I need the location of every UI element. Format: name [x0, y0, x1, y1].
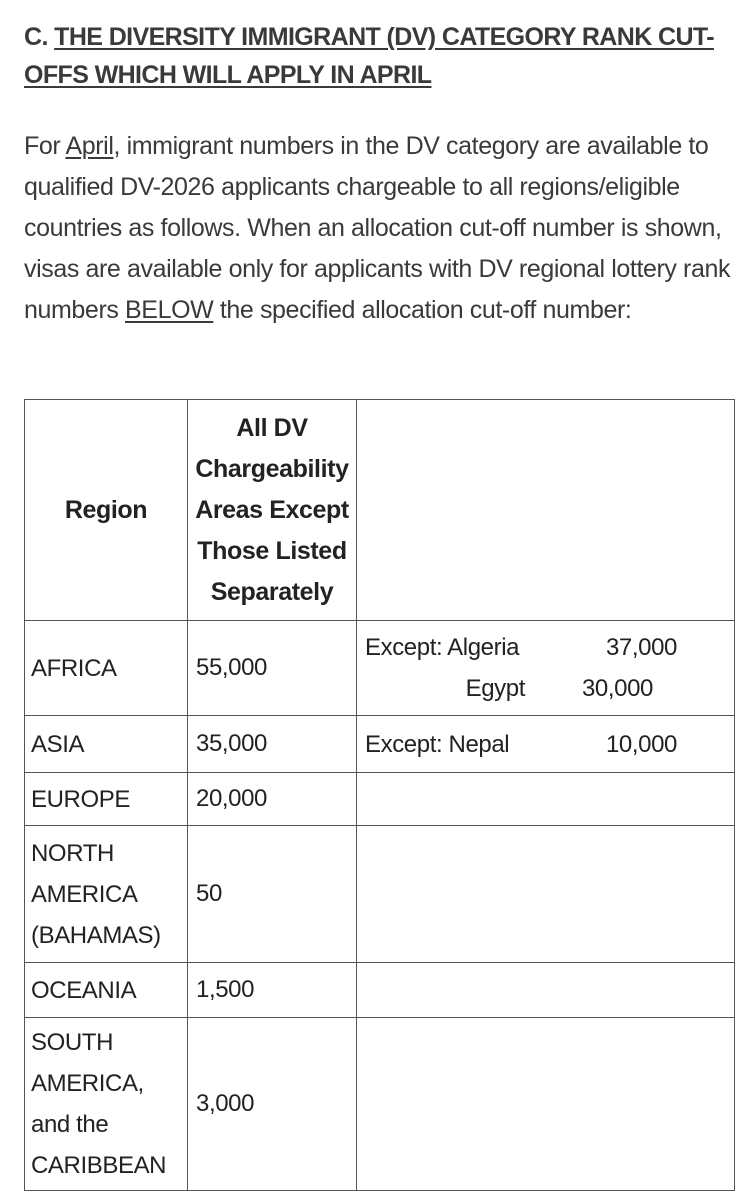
cutoff-cell: 50 — [188, 826, 357, 963]
table-row — [25, 826, 735, 963]
region-cell: OCEANIA — [25, 963, 188, 1018]
region-cell: SOUTH AMERICA, and the CARIBBEAN — [25, 1018, 188, 1191]
cutoff-cell: 1,500 — [188, 963, 357, 1018]
cutoff-cell: 55,000 — [188, 621, 357, 716]
section-title: THE DIVERSITY IMMIGRANT (DV) CATEGORY RANK CUT-OFFS WHICH WILL APPLY IN APRIL — [24, 23, 714, 89]
intro-month: April — [65, 132, 114, 160]
exception-label: Except: Algeria — [365, 634, 520, 661]
table-row — [25, 1018, 735, 1191]
intro-text-1: For — [24, 132, 66, 160]
region-cell: NORTH AMERICA (BAHAMAS) — [25, 826, 188, 963]
intro-emphasis: BELOW — [125, 296, 214, 324]
exception-line — [365, 724, 733, 765]
exception-value: 10,000 — [605, 730, 677, 758]
table-row — [25, 716, 735, 773]
table-row — [25, 621, 735, 716]
cutoff-cell: 20,000 — [188, 773, 357, 826]
exceptions-cell — [357, 621, 735, 716]
header-all-dv: All DV Chargeability Areas Except Those Listed Separately — [188, 400, 357, 621]
exception-line — [365, 668, 733, 709]
header-region: Region — [25, 400, 188, 621]
cutoff-cell: 35,000 — [188, 716, 357, 773]
section-prefix: C. — [24, 23, 55, 51]
dv-cutoff-table — [24, 399, 735, 1191]
exception-label: Except: Nepal — [365, 730, 510, 758]
region-cell: AFRICA — [25, 621, 188, 716]
intro-text-2: , immigrant numbers in the DV category are available to qualified DV-2026 applicants chargeable to all regions/eligible countries as follows. When an allocation cut-off number is shown, visas are available only for applicants with DV regional lottery rank numbers — [24, 132, 731, 324]
region-cell: EUROPE — [25, 773, 188, 826]
exception-value: 37,000 — [605, 634, 677, 661]
exception-line — [365, 627, 733, 668]
table-header-row — [25, 400, 735, 621]
table-row — [25, 773, 735, 826]
exceptions-cell — [357, 716, 735, 773]
exceptions-cell — [357, 826, 735, 963]
header-exceptions — [357, 400, 735, 621]
exception-label: Egypt — [465, 675, 525, 702]
exceptions-cell — [357, 963, 735, 1018]
region-cell: ASIA — [25, 716, 188, 773]
intro-text-3: the specified allocation cut-off number: — [213, 296, 632, 324]
exceptions-cell — [357, 773, 735, 826]
section-heading — [24, 18, 739, 94]
table-row — [25, 963, 735, 1018]
exception-value: 30,000 — [581, 675, 653, 702]
intro-paragraph — [24, 126, 739, 331]
exceptions-cell — [357, 1018, 735, 1191]
cutoff-cell: 3,000 — [188, 1018, 357, 1191]
